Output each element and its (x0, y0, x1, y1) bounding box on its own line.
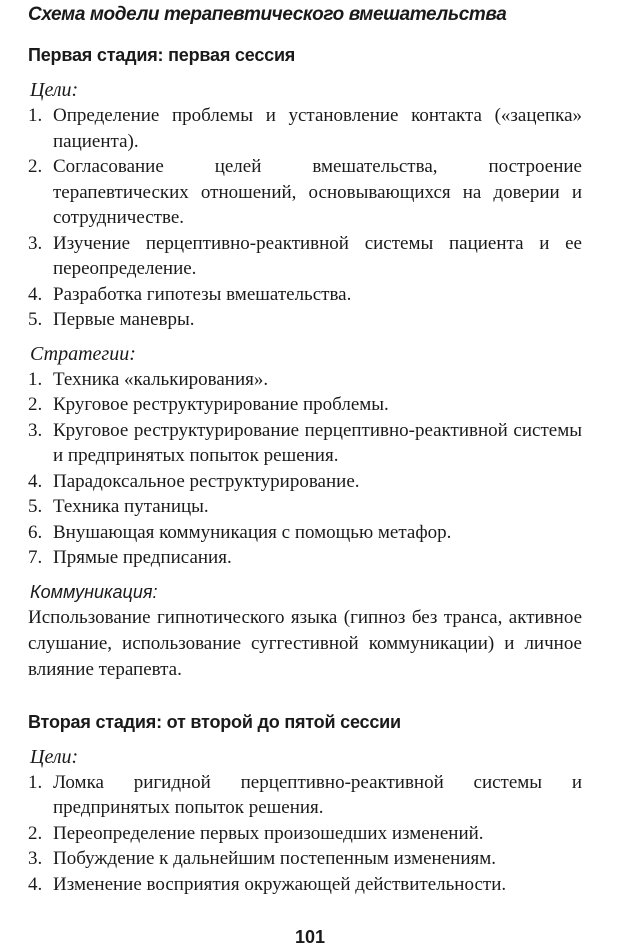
stage2-goals-label: Цели: (30, 745, 79, 768)
list-item: 6. Внушающая коммуникация с помощью метафор. (28, 521, 452, 543)
list-item: 3. Изучение перцептивно-реактивной системы пациента и ее переопределение. (28, 232, 582, 279)
list-item: 2. Переопределение первых произошедших изменений. (28, 822, 484, 844)
list-item: 4. Разработка гипотезы вмешательства. (28, 283, 352, 305)
list-item: 1. Определение проблемы и установление контакта («зацепка» пациента). (28, 105, 582, 152)
stage1-communication-label: Коммуникация: (30, 581, 158, 602)
stage1-communication-text: Использование гипнотического языка (гипноз без транса, активное слушание, использование суггестивной коммуникации) и личное влияние терапевта. (28, 606, 582, 680)
list-item: 3. Побуждение к дальнейшим постепенным изменениям. (28, 848, 496, 869)
stage2-title: Вторая стадия: от второй до пятой сессии (28, 711, 401, 732)
list-item: 5. Первые маневры. (28, 309, 195, 330)
list-item: 2. Круговое реструктурирование проблемы. (28, 394, 389, 415)
stage1-strategies-label: Стратегии: (30, 342, 136, 365)
list-item: 1. Ломка ригидной перцептивно-реактивной системы и предпринятых попыток решения. (28, 771, 582, 818)
page-number: 101 (294, 927, 326, 947)
list-item: 7. Прямые предписания. (28, 547, 232, 568)
list-item: 4. Парадоксальное реструктурирование. (28, 470, 360, 492)
list-item: 3. Круговое реструктурирование перцептивно-реактивной системы и предпринятых попыток решения. (28, 419, 582, 466)
stage2-goals-list (28, 770, 582, 898)
list-item: 5. Техника путаницы. (28, 496, 209, 517)
running-head: Схема модели терапевтического вмешательства (28, 4, 507, 25)
stage1-goals-label: Цели: (30, 79, 79, 101)
list-item: 2. Согласование целей вмешательства, построение терапевтических отношений, основывающихся на доверии и сотрудничестве. (28, 156, 582, 228)
stage1-goals-list (28, 103, 582, 333)
stage1-title: Первая стадия: первая сессия (28, 45, 296, 65)
list-item: 4. Изменение восприятия окружающей действительности. (28, 873, 507, 895)
list-item: 1. Техника «калькирования». (28, 368, 269, 390)
stage1-strategies-list (28, 367, 582, 571)
